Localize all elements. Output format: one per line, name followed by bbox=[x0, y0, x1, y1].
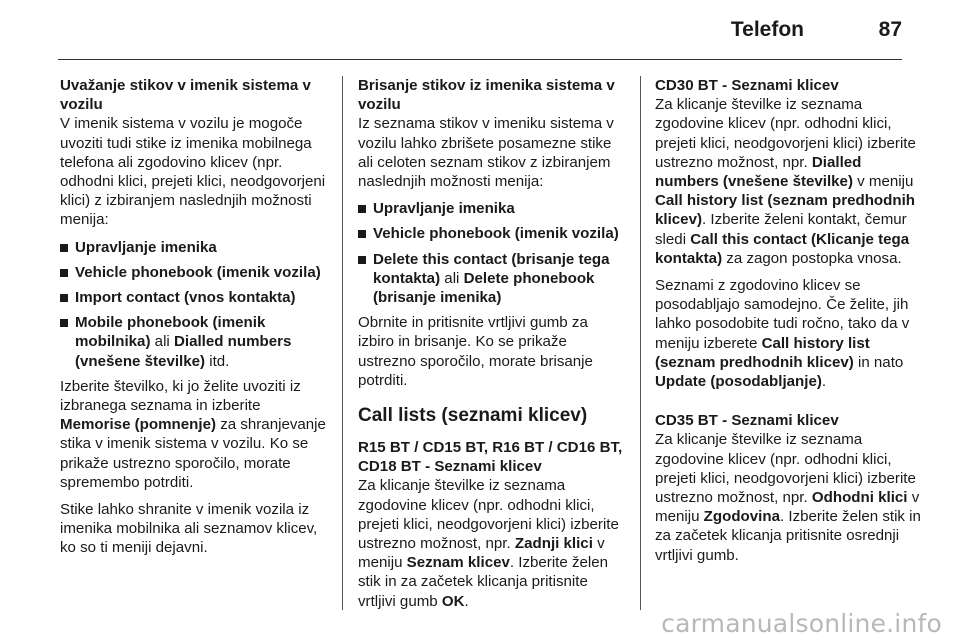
spacer bbox=[655, 399, 923, 411]
text: Za klicanje številke iz seznama zgodovine klicev (npr. odhodni klici, prejeti klici, neodgovorjeni klici) izberite ustrezno možnost, npr. bbox=[358, 477, 619, 553]
text: za zagon postopka vnosa. bbox=[722, 249, 902, 267]
list-item: Vehicle phonebook (imenik vozila) bbox=[60, 263, 328, 282]
item-text: Mobile phonebook (imenik mobilnika) bbox=[75, 314, 266, 351]
sub-heading: CD35 BT - Seznami klicev bbox=[655, 412, 839, 430]
item-text: Delete this contact (brisanje tega kontakta) bbox=[373, 250, 610, 287]
sub-heading: R15 BT / CD15 BT, R16 BT / CD16 BT, CD18 BT - Seznami klicev bbox=[358, 439, 623, 476]
page-header bbox=[58, 0, 902, 60]
item-text: ali bbox=[150, 333, 174, 351]
paragraph bbox=[60, 377, 328, 492]
paragraph bbox=[655, 95, 923, 268]
column-divider bbox=[342, 76, 343, 610]
watermark: carmanualsonline.info bbox=[661, 609, 942, 638]
text: . bbox=[464, 592, 469, 610]
text: . Izberite želen stik in za začetek klicanja pritisnite osrednji vrtljivi gumb. bbox=[655, 508, 921, 564]
item-text: Dialled numbers (vnešene številke) bbox=[75, 333, 292, 370]
header-rule bbox=[58, 59, 902, 60]
paragraph bbox=[358, 476, 626, 610]
text: Za klicanje številke iz seznama zgodovine klicev (npr. odhodni klici, prejeti klici, neodgovorjeni klici) izberite ustrezno možnost, npr. bbox=[655, 431, 916, 507]
section-heading: Uvažanje stikov v imenik sistema v vozilu bbox=[60, 77, 311, 114]
menu-option: Odhodni klici bbox=[811, 489, 908, 507]
paragraph: Stike lahko shranite v imenik vozila iz imenika mobilnika ali seznamov klicev, ko so ti meniji dejavni. bbox=[60, 501, 318, 557]
menu-path-list bbox=[60, 238, 328, 371]
list-item: Vehicle phonebook (imenik vozila) bbox=[358, 224, 626, 243]
column-2 bbox=[358, 76, 626, 619]
menu-option: Call history list (seznam predhodnih klicev) bbox=[655, 334, 870, 371]
item-text: Delete phonebook (brisanje imenika) bbox=[373, 269, 595, 307]
item-text: itd. bbox=[205, 352, 230, 370]
column-3 bbox=[655, 76, 923, 573]
menu-option: OK bbox=[441, 592, 465, 610]
text: za shranjevanje stika v imenik sistema v vozilu. Ko se prikaže ustrezno sporočilo, morate spremembo potrditi. bbox=[60, 416, 326, 491]
paragraph bbox=[655, 430, 923, 564]
text: in nato bbox=[853, 353, 904, 371]
paragraph: Obrnite in pritisnite vrtljivi gumb za izbiro in brisanje. Ko se prikaže ustrezno sporočilo, morate brisanje potrditi. bbox=[358, 314, 593, 389]
paragraph: Iz seznama stikov v imeniku sistema v vozilu lahko zbrišete posamezne stike ali celoten seznam stikov z izbiranjem naslednjih možnosti menija: bbox=[358, 115, 614, 191]
text: Seznami z zgodovino klicev se posodabljajo samodejno. Če želite, jih lahko posodobite tudi ročno, tako da v meniju izberete bbox=[655, 277, 910, 352]
menu-option: Call this contact (Klicanje tega kontakta) bbox=[655, 230, 910, 267]
text: Za klicanje številke iz seznama zgodovine klicev (npr. odhodni klici, prejeti klici, neodgovorjeni klici) izberite ustrezno možnost, npr. bbox=[655, 96, 916, 171]
list-item bbox=[60, 313, 328, 371]
menu-option: Dialled numbers (vnešene številke) bbox=[655, 153, 862, 191]
list-item: Upravljanje imenika bbox=[60, 238, 328, 257]
item-text: ali bbox=[440, 269, 464, 287]
sub-heading: CD30 BT - Seznami klicev bbox=[655, 77, 839, 94]
menu-option: Seznam klicev bbox=[406, 554, 510, 572]
menu-option: Update (posodabljanje) bbox=[655, 373, 822, 391]
list-item bbox=[358, 250, 626, 308]
text: . bbox=[821, 373, 827, 391]
text: v meniju bbox=[852, 173, 914, 191]
menu-option: Zadnji klici bbox=[514, 535, 593, 553]
text: . Izberite želen stik in za začetek klicanja pritisnite vrtljivi gumb bbox=[358, 554, 609, 610]
section-heading: Brisanje stikov iz imenika sistema v vozilu bbox=[358, 77, 615, 114]
text: . Izberite želeni kontakt, čemur sledi bbox=[655, 211, 907, 248]
menu-option: Memorise (pomnenje) bbox=[60, 416, 216, 434]
list-item: Upravljanje imenika bbox=[358, 199, 626, 218]
text: v meniju bbox=[655, 489, 920, 526]
menu-option: Zgodovina bbox=[703, 508, 780, 526]
page-title: Telefon bbox=[730, 18, 804, 41]
text: Izberite številko, ki jo želite uvoziti iz izbranega seznama in izberite bbox=[60, 377, 301, 415]
paragraph bbox=[655, 276, 923, 391]
menu-option: Call history list (seznam predhodnih klicev) bbox=[655, 192, 915, 229]
column-divider bbox=[640, 76, 641, 610]
text: v meniju bbox=[358, 535, 605, 572]
page-number: 87 bbox=[878, 18, 902, 41]
chapter-title: Call lists (seznami klicev) bbox=[358, 405, 588, 427]
paragraph: V imenik sistema v vozilu je mogoče uvoziti tudi stike iz imenika mobilnega telefona ali zgodovino klicev (npr. odhodni klici, prejeti klici, neodgovorjeni klici) z izbiranjem naslednjih možnosti menija: bbox=[60, 115, 326, 229]
list-item: Import contact (vnos kontakta) bbox=[60, 288, 328, 307]
menu-path-list bbox=[358, 199, 626, 307]
column-1 bbox=[60, 76, 328, 566]
